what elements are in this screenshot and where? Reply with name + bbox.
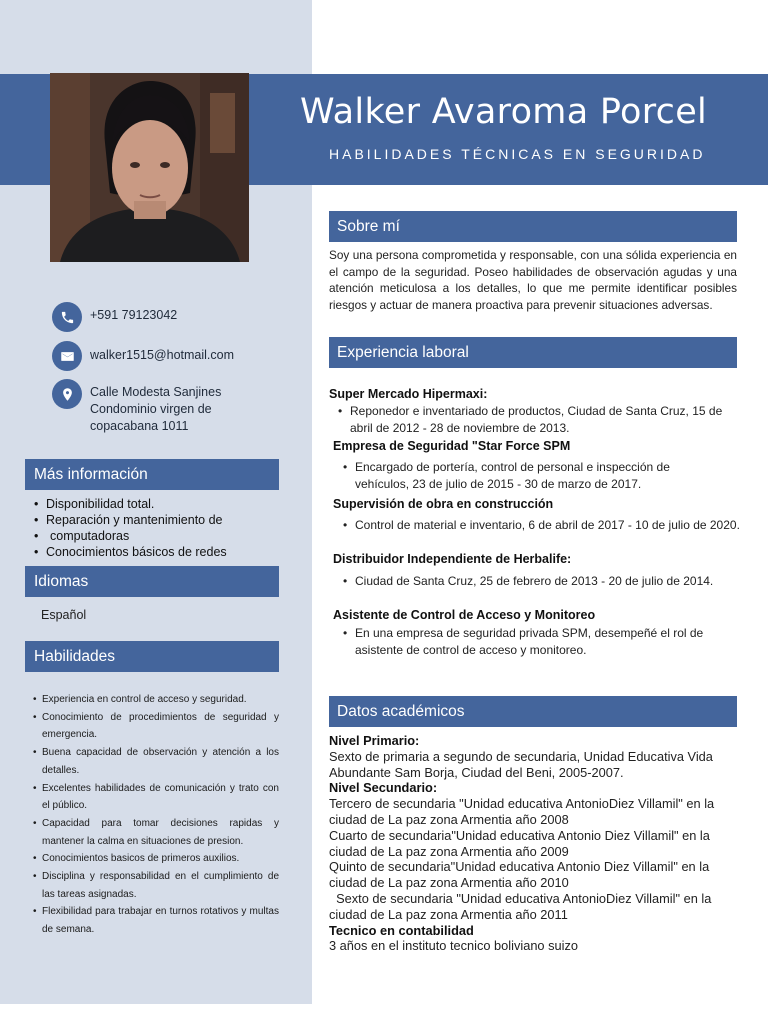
skills-heading: Habilidades [25,641,279,672]
experience-heading: Experiencia laboral [329,337,737,368]
secondary-item: Tercero de secundaria "Unidad educativa AntonioDiez Villamil" en la ciudad de La paz zona Armentia año 2008 [329,796,715,827]
list-item: • Capacidad para tomar decisiones rapidas y mantener la calma en situaciones de presion. [33,815,279,850]
contact-email [52,341,234,371]
tech-label: Tecnico en contabilidad [329,922,474,938]
phone-text: +591 79123042 [90,308,178,322]
more-info-heading: Más información [25,459,279,490]
list-item: • Reparación y mantenimiento de [34,512,284,528]
address-text: Calle Modesta Sanjines Condominio virgen de copacabana 1011 [90,385,222,433]
list-item: • Flexibilidad para trabajar en turnos rotativos y multas de semana. [33,903,279,938]
language-item: Español [41,608,87,622]
academic-details [329,733,739,954]
job-title: Asistente de Control de Acceso y Monitoreo [333,608,596,622]
candidate-name: Walker Avaroma Porcel [300,92,708,132]
list-item: • Conocimientos basicos de primeros auxilios. [33,850,279,868]
secondary-item: Sexto de secundaria "Unidad educativa AntonioDiez Villamil" en la ciudad de La paz zona Armentia año 2011 [329,890,715,922]
contact-phone [52,302,177,332]
tech-text: 3 años en el instituto tecnico boliviano suizo [329,938,578,954]
candidate-subtitle: HABILIDADES TÉCNICAS EN SEGURIDAD [329,146,706,162]
secondary-item: Cuarto de secundaria"Unidad educativa Antonio Diez Villamil" en la ciudad de La paz zona Armentia año 2009 [329,827,710,859]
job-title: Empresa de Seguridad "Star Force SPM [333,439,571,453]
academic-heading: Datos académicos [329,696,737,727]
phone-icon [52,302,82,332]
list-item: • Buena capacidad de observación y atención a los detalles. [33,744,279,779]
languages-heading: Idiomas [25,566,279,597]
list-item: • Conocimientos básicos de redes [34,544,284,560]
contact-address [52,379,221,435]
secondary-item: Quinto de secundaria"Unidad educativa Antonio Diez Villamil" en la ciudad de La paz zona Armentia año 2010 [329,859,710,891]
mail-icon [52,341,82,371]
list-item: • Disponibilidad total. [34,496,284,512]
profile-photo [50,73,249,262]
skills-list [33,691,279,939]
primary-label: Nivel Primario: [329,733,420,748]
list-item: • computadoras [34,528,284,544]
job-description: • Ciudad de Santa Cruz, 25 de febrero de 2013 - 20 de julio de 2014. [355,573,745,590]
job-description: • Control de material e inventario, 6 de abril de 2017 - 10 de julio de 2020. [355,517,740,534]
more-info-list [34,496,284,560]
job-title: Supervisión de obra en construcción [333,497,554,511]
list-item: • Excelentes habilidades de comunicación y trato con el público. [33,780,279,815]
secondary-label: Nivel Secundario: [329,780,438,796]
list-item: • Conocimiento de procedimientos de seguridad y emergencia. [33,709,279,744]
list-item: • Experiencia en control de acceso y seguridad. [33,691,279,709]
list-item: • Disciplina y responsabilidad en el cumplimiento de las tareas asignadas. [33,868,279,903]
primary-text: Sexto de primaria a segundo de secundaria, Unidad Educativa Vida Abundante Sam Borja, Ciudad del Beni, 2005-2007. [329,748,713,780]
job-description: • En una empresa de seguridad privada SPM, desempeñé el rol de asistente de control de acceso y monitoreo. [355,625,740,658]
about-heading: Sobre mí [329,211,737,242]
email-text: walker1515@hotmail.com [90,348,235,362]
location-pin-icon [52,379,82,409]
about-text: Soy una persona comprometida y responsable, con una sólida experiencia en el campo de la seguridad. Poseo habilidades de observación agudas y una atención meticulosa a los detalles, lo que me permite identificar posibles riesgos y actuar de manera proactiva para prevenir situaciones adversas. [329,248,737,312]
job-description: • Encargado de portería, control de personal e inspección de vehículos, 23 de julio de 2015 - 30 de marzo de 2017. [355,459,705,492]
job-description: • Reponedor e inventariado de productos, Ciudad de Santa Cruz, 15 de abril de 2012 - 28 de noviembre de 2013. [350,403,740,436]
job-title: Distribuidor Independiente de Herbalife: [333,552,572,566]
job-title: Super Mercado Hipermaxi: [329,387,488,401]
